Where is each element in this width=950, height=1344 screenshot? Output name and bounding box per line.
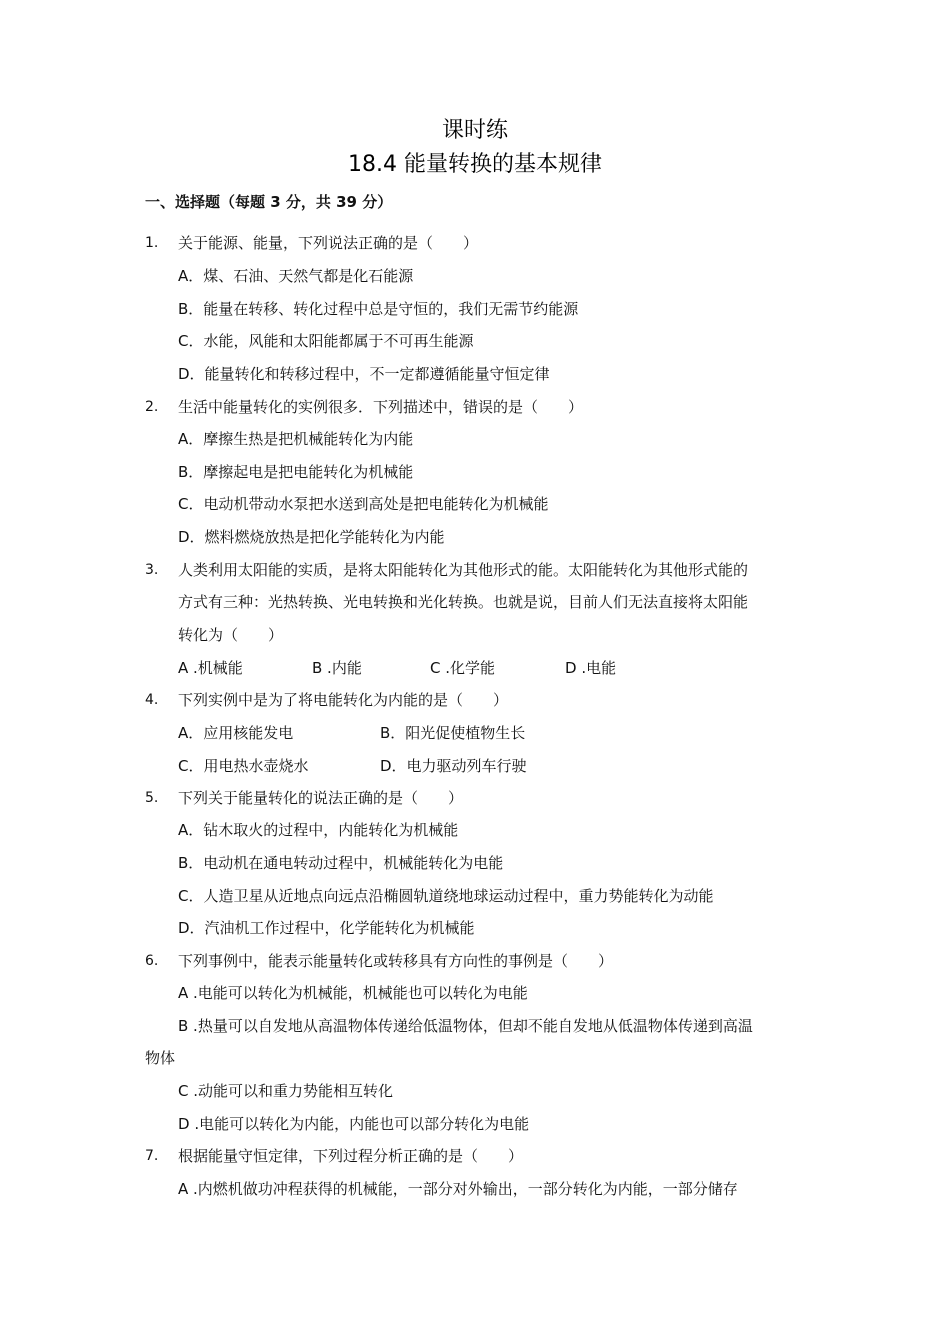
question-stem: 转化为（ ） bbox=[178, 626, 284, 644]
question-stem: 方式有三种：光热转换、光电转换和光化转换。也就是说，目前人们无法直接将太阳能 bbox=[178, 593, 749, 611]
option: C．用电热水壶烧水 bbox=[178, 757, 309, 775]
question-number: 1. bbox=[145, 235, 159, 251]
option: D．能量转化和转移过程中，不一定都遵循能量守恒定律 bbox=[178, 365, 550, 383]
option: C .化学能 bbox=[430, 659, 496, 677]
option: D .电能可以转化为内能，内能也可以部分转化为电能 bbox=[178, 1115, 530, 1133]
option: A .内燃机做功冲程获得的机械能，一部分对外输出，一部分转化为内能，一部分储存 bbox=[178, 1180, 738, 1198]
question-stem: 下列关于能量转化的说法正确的是（ ） bbox=[178, 789, 464, 807]
option: B .内能 bbox=[312, 659, 362, 677]
option: C．水能，风能和太阳能都属于不可再生能源 bbox=[178, 332, 474, 350]
option-continuation: 物体 bbox=[145, 1049, 176, 1067]
option: C .动能可以和重力势能相互转化 bbox=[178, 1082, 394, 1100]
page-subtitle: 18.4 能量转换的基本规律 bbox=[348, 152, 602, 177]
option: B．电动机在通电转动过程中，机械能转化为电能 bbox=[178, 854, 504, 872]
option: B．阳光促使植物生长 bbox=[380, 724, 526, 742]
option: D．汽油机工作过程中，化学能转化为机械能 bbox=[178, 919, 475, 937]
option: A．应用核能发电 bbox=[178, 724, 294, 742]
option: D．燃料燃烧放热是把化学能转化为内能 bbox=[178, 528, 445, 546]
question-stem: 下列事例中，能表示能量转化或转移具有方向性的事例是（ ） bbox=[178, 952, 614, 970]
question-number: 2. bbox=[145, 399, 159, 415]
question-stem: 关于能源、能量，下列说法正确的是（ ） bbox=[178, 234, 479, 252]
option: C．电动机带动水泵把水送到高处是把电能转化为机械能 bbox=[178, 495, 549, 513]
question-number: 3. bbox=[145, 562, 159, 578]
section-heading: 一、选择题（每题 3 分，共 39 分） bbox=[145, 193, 393, 211]
option: A．煤、石油、天然气都是化石能源 bbox=[178, 267, 414, 285]
question-number: 5. bbox=[145, 790, 159, 806]
question-number: 6. bbox=[145, 953, 159, 969]
option: A .机械能 bbox=[178, 659, 243, 677]
question-stem: 人类利用太阳能的实质，是将太阳能转化为其他形式的能。太阳能转化为其他形式能的 bbox=[178, 561, 749, 579]
question-number: 4. bbox=[145, 692, 159, 708]
option: A．摩擦生热是把机械能转化为内能 bbox=[178, 430, 414, 448]
option: D .电能 bbox=[565, 659, 617, 677]
option: B．摩擦起电是把电能转化为机械能 bbox=[178, 463, 414, 481]
question-stem: 根据能量守恒定律，下列过程分析正确的是（ ） bbox=[178, 1147, 524, 1165]
question-stem: 下列实例中是为了将电能转化为内能的是（ ） bbox=[178, 691, 509, 709]
option: B .热量可以自发地从高温物体传递给低温物体，但却不能自发地从低温物体传递到高温 bbox=[178, 1017, 753, 1035]
question-number: 7. bbox=[145, 1148, 159, 1164]
option: B．能量在转移、转化过程中总是守恒的，我们无需节约能源 bbox=[178, 300, 579, 318]
option: C．人造卫星从近地点向远点沿椭圆轨道绕地球运动过程中，重力势能转化为动能 bbox=[178, 887, 714, 905]
option: A．钻木取火的过程中，内能转化为机械能 bbox=[178, 821, 459, 839]
page-title: 课时练 bbox=[441, 118, 508, 143]
question-stem: 生活中能量转化的实例很多．下列描述中，错误的是（ ） bbox=[178, 398, 584, 416]
option: D．电力驱动列车行驶 bbox=[380, 757, 527, 775]
option: A .电能可以转化为机械能，机械能也可以转化为电能 bbox=[178, 984, 528, 1002]
